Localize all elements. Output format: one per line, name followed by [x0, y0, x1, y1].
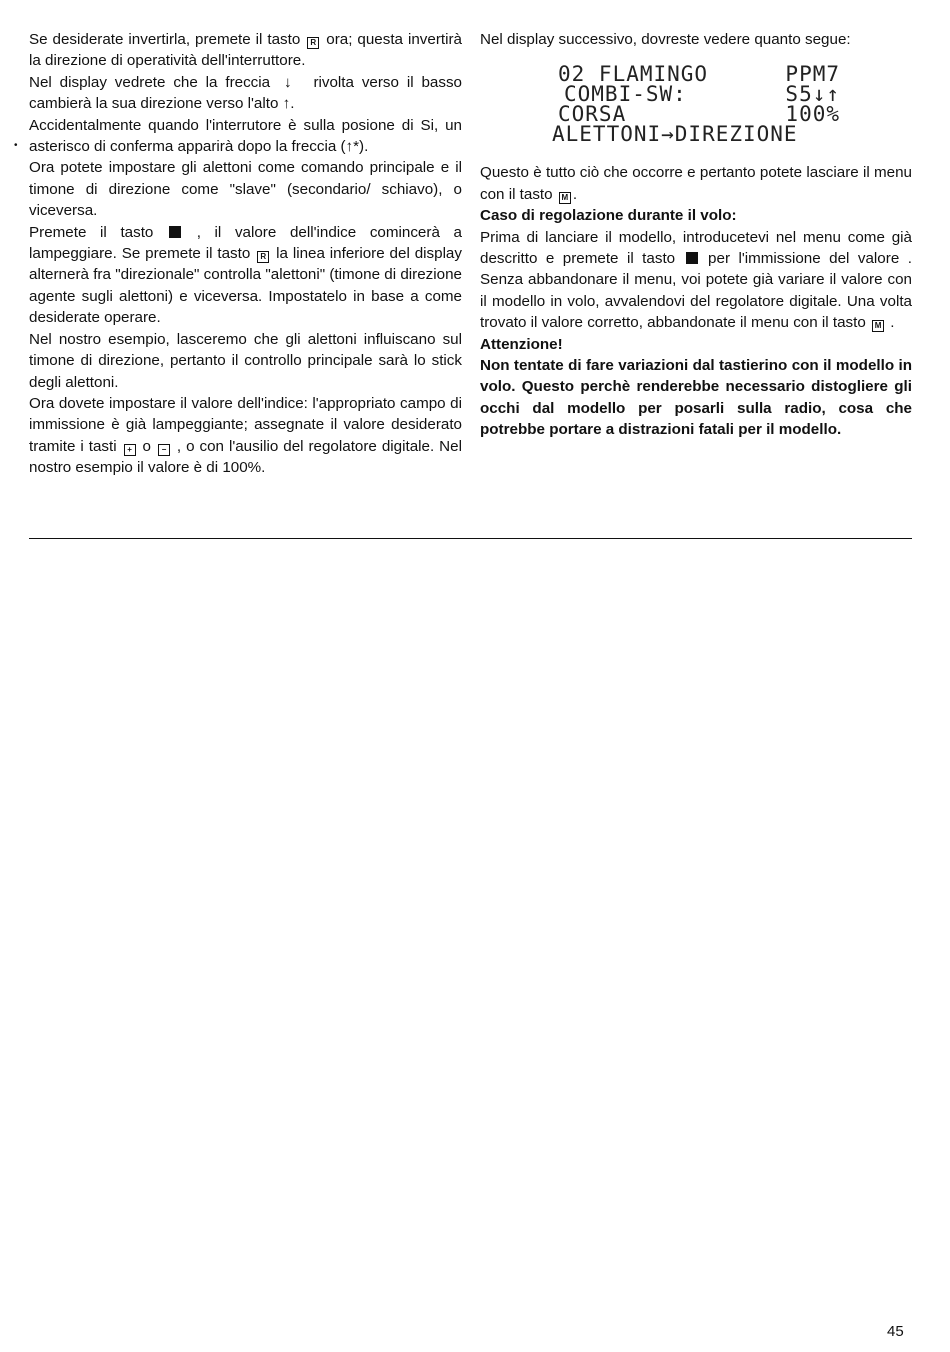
- left-column: [29, 29, 462, 479]
- down-arrow-icon: ↓: [283, 73, 292, 91]
- r-key-icon: R: [307, 37, 319, 49]
- r-key-icon: R: [257, 251, 269, 263]
- paragraph-set-value: [29, 393, 462, 479]
- text: .: [890, 314, 895, 332]
- up-arrow-icon: ↑: [282, 95, 291, 113]
- paragraph-arrow: [29, 72, 462, 115]
- enter-key-icon: [169, 226, 181, 238]
- text: Questo è tutto ciò che occorre e pertanto potete lasciare il menu con il tasto: [480, 164, 912, 203]
- m-key-icon: M: [559, 192, 571, 204]
- lcd-mix-direction: ALETTONI→DIREZIONE: [552, 122, 798, 147]
- text: la linea inferiore del display alternerà fra "direzionale" controlla "alettoni" (timone di direzione agente sugli alettoni) e viceversa. Impostatelo in base a come desiderate operare.: [29, 245, 462, 327]
- paragraph-index: [29, 222, 462, 329]
- horizontal-rule: [29, 538, 912, 539]
- text: Prima di lanciare il modello, introducetevi nel menu come già descritto e premete il tasto: [480, 228, 912, 268]
- lcd-travel-value: 100%: [785, 102, 840, 127]
- heading-in-flight: Caso di regolazione durante il volo:: [480, 207, 737, 225]
- text: , il valore dell'indice comincerà a lampeggiare. Se premete il tasto: [29, 223, 462, 263]
- paragraph-display-intro: Nel display successivo, dovreste vedere quanto segue:: [480, 31, 851, 48]
- text: Se desiderate invertirla, premete il tasto: [29, 31, 301, 48]
- text: .: [290, 95, 295, 113]
- lcd-travel-label: CORSA: [558, 102, 627, 127]
- paragraph-in-flight: [480, 227, 912, 334]
- minus-key-icon: −: [158, 444, 170, 456]
- text: Ora dovete impostare il valore dell'indice: l'appropriato campo di immissione è già lampeggiante; assegnate il valore desiderato tramite i tasti: [29, 394, 462, 455]
- right-column: [480, 29, 912, 441]
- lcd-row-4: [480, 122, 912, 147]
- lcd-row-1: [480, 62, 912, 87]
- page-number: 45: [887, 1323, 904, 1340]
- enter-key-icon: [686, 252, 698, 264]
- text: o: [142, 437, 151, 455]
- paragraph-invert: [29, 29, 462, 72]
- heading-warning: Attenzione!: [480, 335, 563, 353]
- text: rivolta verso il basso cambierà la sua direzione verso l'alto: [29, 73, 462, 113]
- lcd-row-3: [480, 102, 912, 127]
- lcd-switch: S5↓↑: [785, 82, 840, 107]
- text: Nel display vedrete che la freccia: [29, 73, 271, 91]
- lcd-modulation: PPM7: [785, 62, 840, 87]
- paragraph-asterisk: Accidentalmente quando l'interrutore è sulla posione di Si, un asterisco di conferma apparirà dopo la freccia (↑*).: [29, 116, 462, 156]
- paragraph-master-slave: Ora potete impostare gli alettoni come comando principale e il timone di direzione come "slave" (secondario/ schiavo), o viceversa.: [29, 159, 462, 220]
- paragraph-leave-menu: [480, 162, 912, 205]
- text: Premete il tasto: [29, 223, 154, 241]
- paragraph-example: Nel nostro esempio, lasceremo che gli alettoni influiscano sul timone di direzione, pertanto il controllo principale sarà lo stick degli alettoni.: [29, 330, 462, 391]
- paragraph-warning: Non tentate di fare variazioni dal tastierino con il modello in volo. Questo perchè renderebbe necessario distogliere gli occhi dal modello per posarli sulla radio, cosa che potrebbe portare a distrazioni fatali per il modello.: [480, 357, 912, 439]
- text: , o con l'ausilio del regolatore digitale. Nel nostro esempio il valore è di 100%.: [29, 437, 462, 477]
- lcd-model-name: 02 FLAMINGO: [558, 62, 709, 87]
- text: per l'immissione del valore . Senza abbandonare il menu, voi potete già variare il valore con il modello in volo, avvalendovi del regolatore digitale. Una volta trovato il valore corretto, abbandonate il menu con il tasto: [480, 250, 912, 332]
- m-key-icon: M: [872, 320, 884, 332]
- lcd-combi-label: COMBI-SW:: [564, 82, 687, 107]
- text: .: [572, 185, 578, 203]
- lcd-display: [480, 62, 912, 147]
- plus-key-icon: +: [124, 444, 136, 456]
- text: ora; questa invertirà la direzione di operatività dell'interruttore.: [29, 31, 462, 70]
- lcd-row-2: [480, 82, 912, 107]
- bullet-mark: •: [14, 140, 18, 151]
